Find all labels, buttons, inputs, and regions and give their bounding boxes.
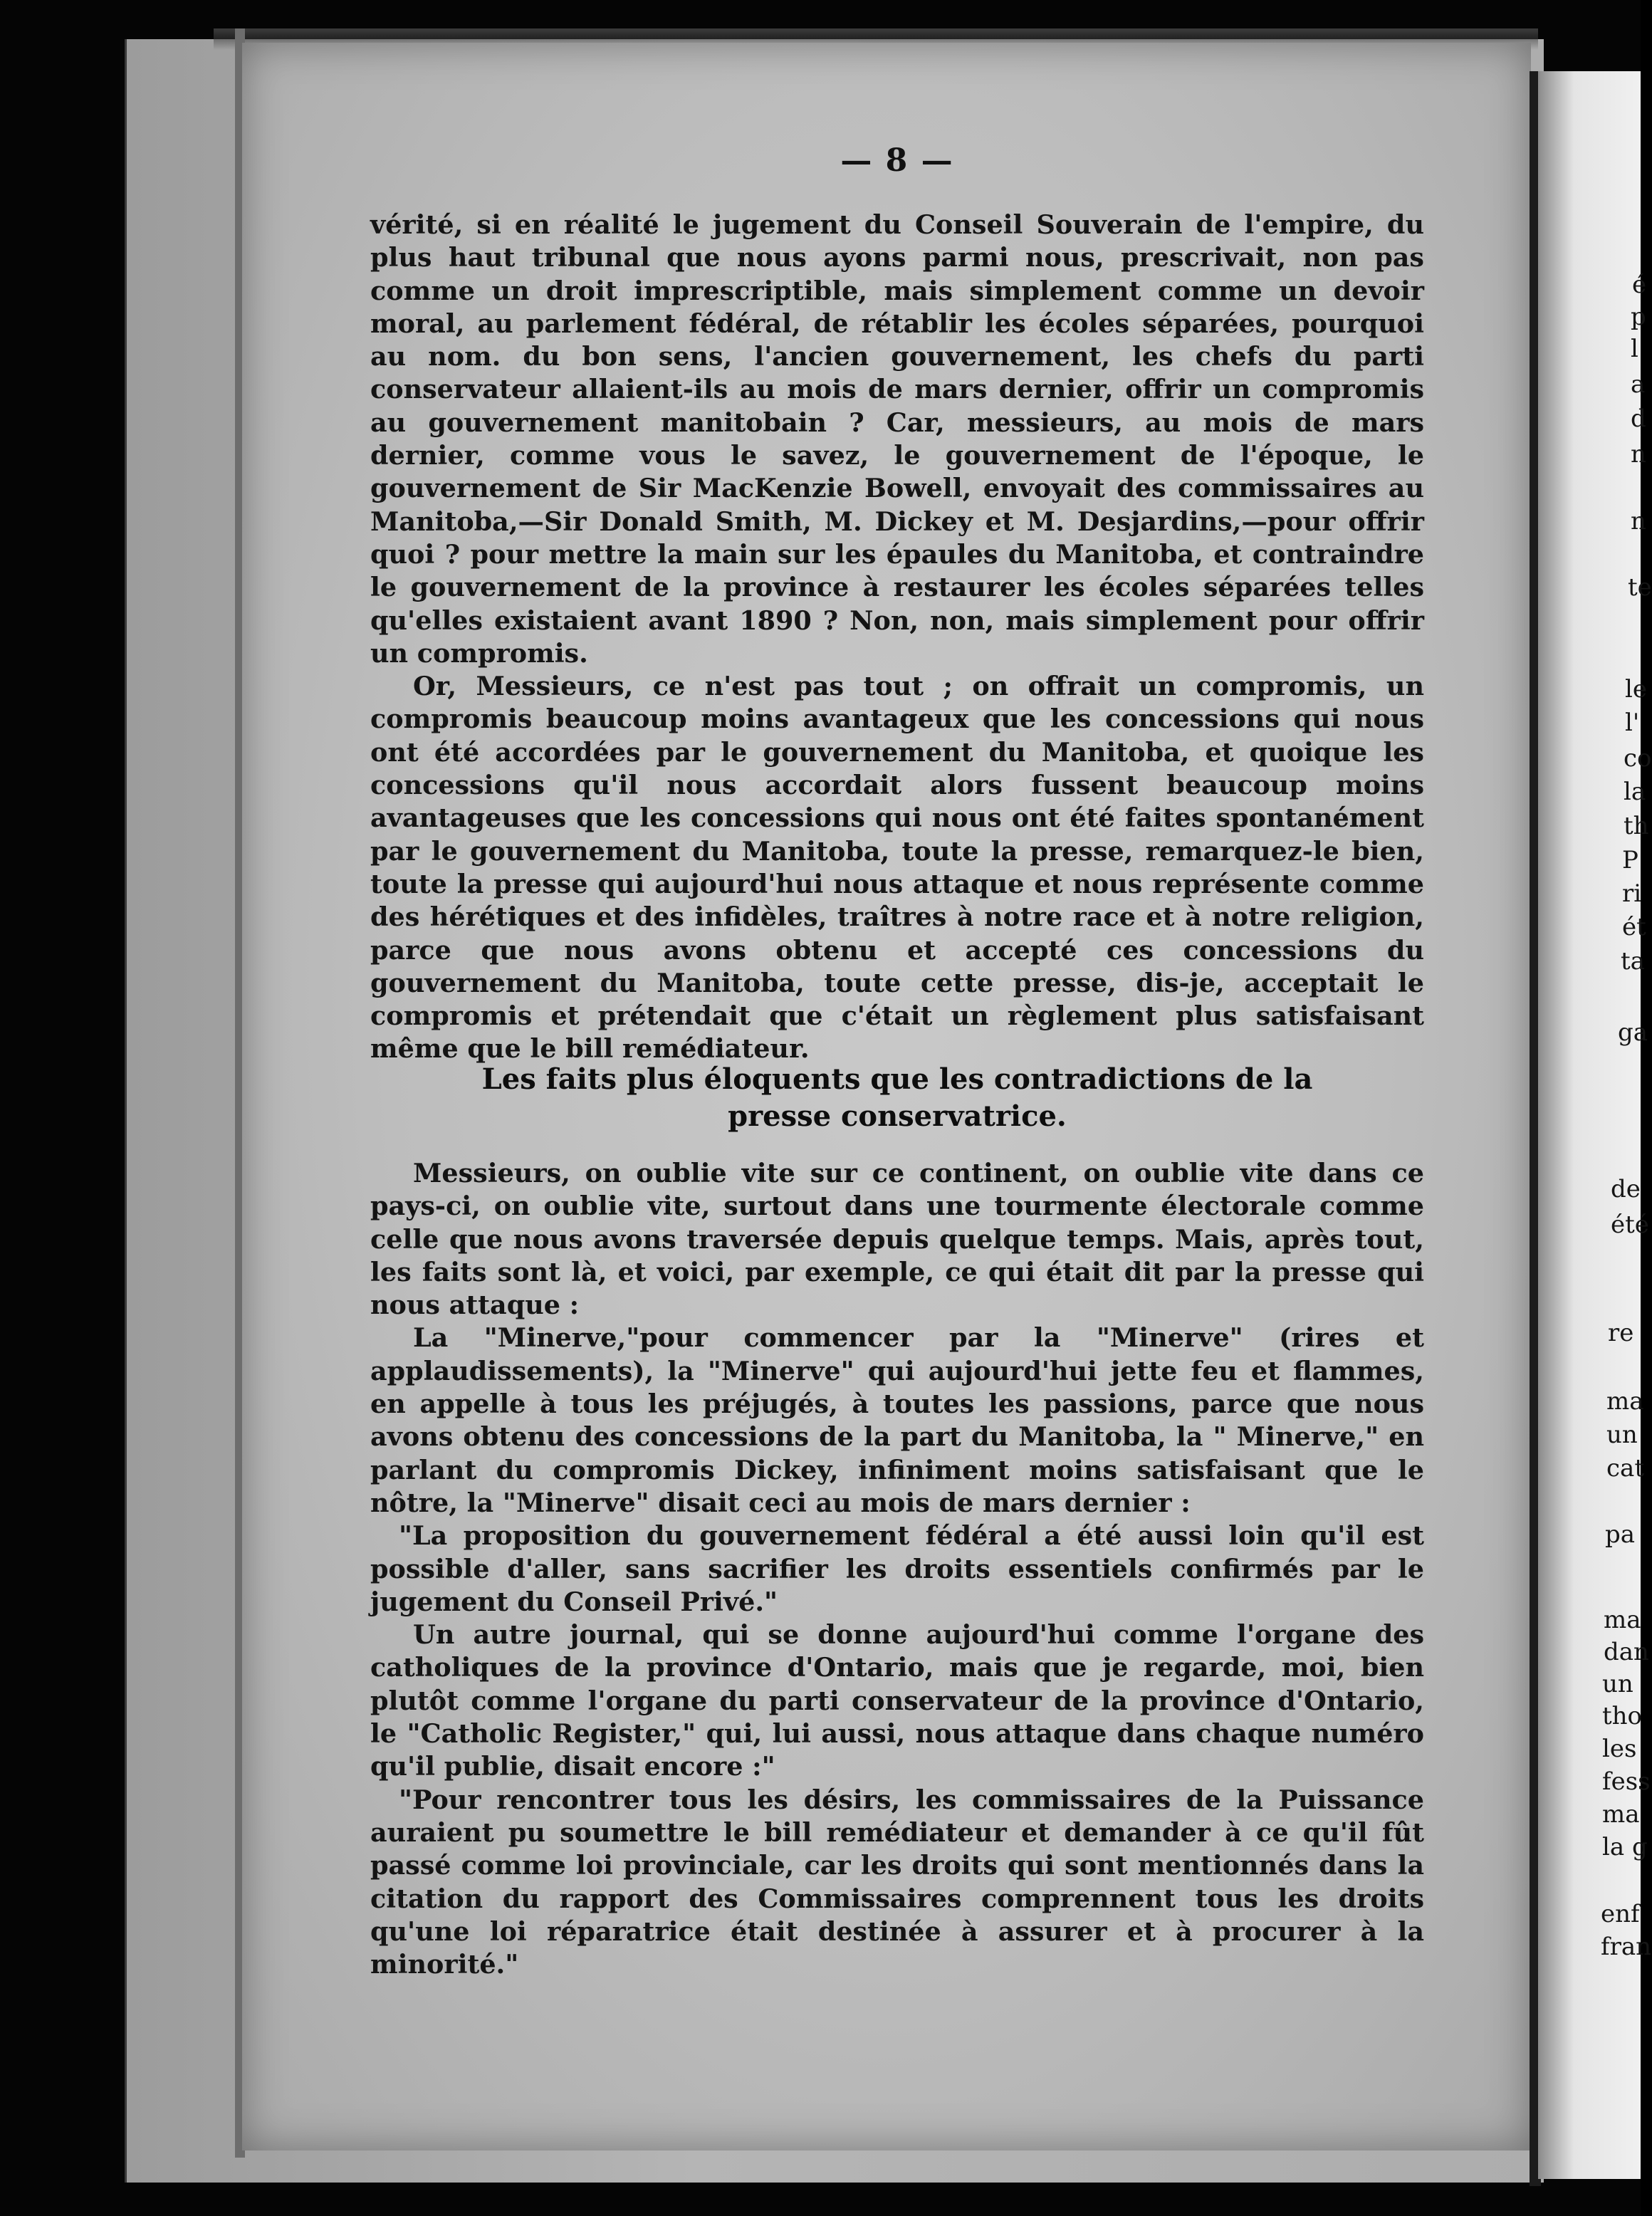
right-page-fragment: cat bbox=[1606, 1454, 1644, 1483]
right-page-fragment: ta bbox=[1621, 947, 1645, 976]
right-page-fragment: un bbox=[1606, 1421, 1638, 1449]
right-page-fragment: th bbox=[1624, 812, 1649, 840]
right-page-fragment: ét bbox=[1622, 913, 1646, 941]
right-page-fragment: re bbox=[1608, 1319, 1634, 1347]
adjacent-page-strip bbox=[1538, 71, 1641, 2179]
right-page-fragment: été bbox=[1611, 1211, 1649, 1239]
right-page-fragment: co bbox=[1624, 744, 1652, 773]
right-page-fragment: d bbox=[1631, 404, 1646, 433]
right-page-fragment: enf bbox=[1601, 1900, 1640, 1928]
body-text-block-2 bbox=[370, 1157, 1424, 1981]
right-page-fragment: ri bbox=[1622, 879, 1642, 908]
section-heading bbox=[399, 1061, 1396, 1135]
right-page-fragment: ga bbox=[1618, 1018, 1648, 1047]
paragraph: Un autre journal, qui se donne aujourd'hui comme l'organe des catholiques de la province d'Ontario, mais que je regarde, moi, bien plutôt comme l'organe du parti conservateur de la province d'Ontario, le "Catholic Register," qui, lui aussi, nous attaque dans chaque numéro qu'il publie, disait encore :" bbox=[370, 1619, 1424, 1782]
quotation: "Pour rencontrer tous les désirs, les commissaires de la Puissance auraient pu soumettre le bill remédiateur et demander à ce qu'il fût passé comme loi provinciale, car les droits qui sont mentionnés dans la citation du rapport des Commissaires comprennent tous les droits qu'une loi réparatrice était destinée à assurer et à procurer à la minorité." bbox=[370, 1784, 1424, 1980]
right-page-fragment: ma bbox=[1604, 1606, 1641, 1634]
right-page-fragment: l' bbox=[1625, 709, 1640, 737]
right-page-fragment: de bbox=[1611, 1175, 1641, 1203]
right-page-fragment: la g bbox=[1602, 1833, 1648, 1861]
section-heading-line-2: presse conservatrice. bbox=[728, 1099, 1067, 1133]
right-page-fragment: dan bbox=[1604, 1638, 1649, 1666]
right-page-fragment: p bbox=[1631, 303, 1646, 331]
right-page-fragment: le bbox=[1625, 675, 1647, 704]
right-page-fragment: ma bbox=[1606, 1387, 1644, 1416]
section-heading-line-1: Les faits plus éloquents que les contradictions de la bbox=[481, 1062, 1313, 1096]
right-page-fragment: tho bbox=[1602, 1702, 1643, 1730]
right-page-fragment: ma bbox=[1602, 1800, 1640, 1829]
right-page-fragment: fran bbox=[1601, 1933, 1652, 1961]
right-page-fragment: é bbox=[1632, 271, 1647, 299]
paragraph: Messieurs, on oublie vite sur ce continent, on oublie vite dans ce pays-ci, on oublie vite, surtout dans une tourmente électorale comme celle que nous avons traversée depuis quelque temps. Mais, après tout, les faits sont là, et voici, par exemple, ce qui était dit par la presse qui nous attaque : bbox=[370, 1158, 1424, 1321]
body-text-block-1 bbox=[370, 209, 1424, 1066]
page-number: — 8 — bbox=[840, 142, 954, 179]
right-page-fragment: les bbox=[1602, 1735, 1637, 1763]
right-page-fragment: un bbox=[1602, 1670, 1633, 1698]
right-page-fragment: te bbox=[1628, 573, 1652, 602]
right-page-fragment: pa bbox=[1605, 1520, 1636, 1549]
right-page-fragment: n bbox=[1631, 507, 1646, 535]
right-page-fragment: n bbox=[1631, 440, 1646, 469]
paragraph: La "Minerve,"pour commencer par la "Minerve" (rires et applaudissements), la "Minerve" qui aujourd'hui jette feu et flammes, en appelle à tous les préjugés, à toutes les passions, parce que nous avons obtenu des concessions de la part du Manitoba, la " Minerve," en parlant du compromis Dickey, infiniment moins satisfaisant que le nôtre, la "Minerve" disait ceci au mois de mars dernier : bbox=[370, 1322, 1424, 1518]
right-page-fragment: l bbox=[1631, 335, 1638, 363]
right-page-fragment: a bbox=[1631, 370, 1646, 399]
right-page-fragment: la bbox=[1624, 778, 1646, 806]
paragraph: vérité, si en réalité le jugement du Conseil Souverain de l'empire, du plus haut tribunal que nous ayons parmi nous, prescrivait, non pas comme un droit imprescriptible, mais simplement comme un devoir moral, au parlement fédéral, de rétablir les écoles séparées, pourquoi au nom. du bon sens, l'ancien gouvernement, les chefs du parti conservateur allaient-ils au mois de mars dernier, offrir un compromis au gouvernement manitobain ? Car, messieurs, au mois de mars dernier, comme vous le savez, le gouvernement de l'époque, le gouvernement de Sir MacKenzie Bowell, envoyait des commissaires au Manitoba,—Sir Donald Smith, M. Dickey et M. Desjardins,—pour offrir quoi ? pour mettre la main sur les épaules du Manitoba, et contraindre le gouvernement de la province à restaurer les écoles séparées telles qu'elles existaient avant 1890 ? Non, non, mais simplement pour offrir un compromis. bbox=[370, 209, 1424, 669]
paragraph: Or, Messieurs, ce n'est pas tout ; on offrait un compromis, un compromis beaucoup moins avantageux que les concessions qui nous ont été accordées par le gouvernement du Manitoba, et quoique les concessions qu'il nous accordait alors fussent beaucoup moins avantageuses que les concessions qui nous ont été faites spontanément par le gouvernement du Manitoba, toute la presse, remarquez-le bien, toute la presse qui aujourd'hui nous attaque et nous représente comme des hérétiques et des infidèles, traîtres à notre race et à notre religion, parce que nous avons obtenu et accepté ces concessions du gouvernement du Manitoba, toute cette presse, dis-je, acceptait le compromis et prétendait que c'était un règlement plus satisfaisant même que le bill remédiateur. bbox=[370, 671, 1424, 1065]
quotation: "La proposition du gouvernement fédéral a été aussi loin qu'il est possible d'aller, sans sacrifier les droits essentiels confirmés par le jugement du Conseil Privé." bbox=[370, 1520, 1424, 1617]
right-page-fragment: P bbox=[1622, 846, 1638, 874]
right-page-fragment: fess bbox=[1602, 1767, 1651, 1796]
